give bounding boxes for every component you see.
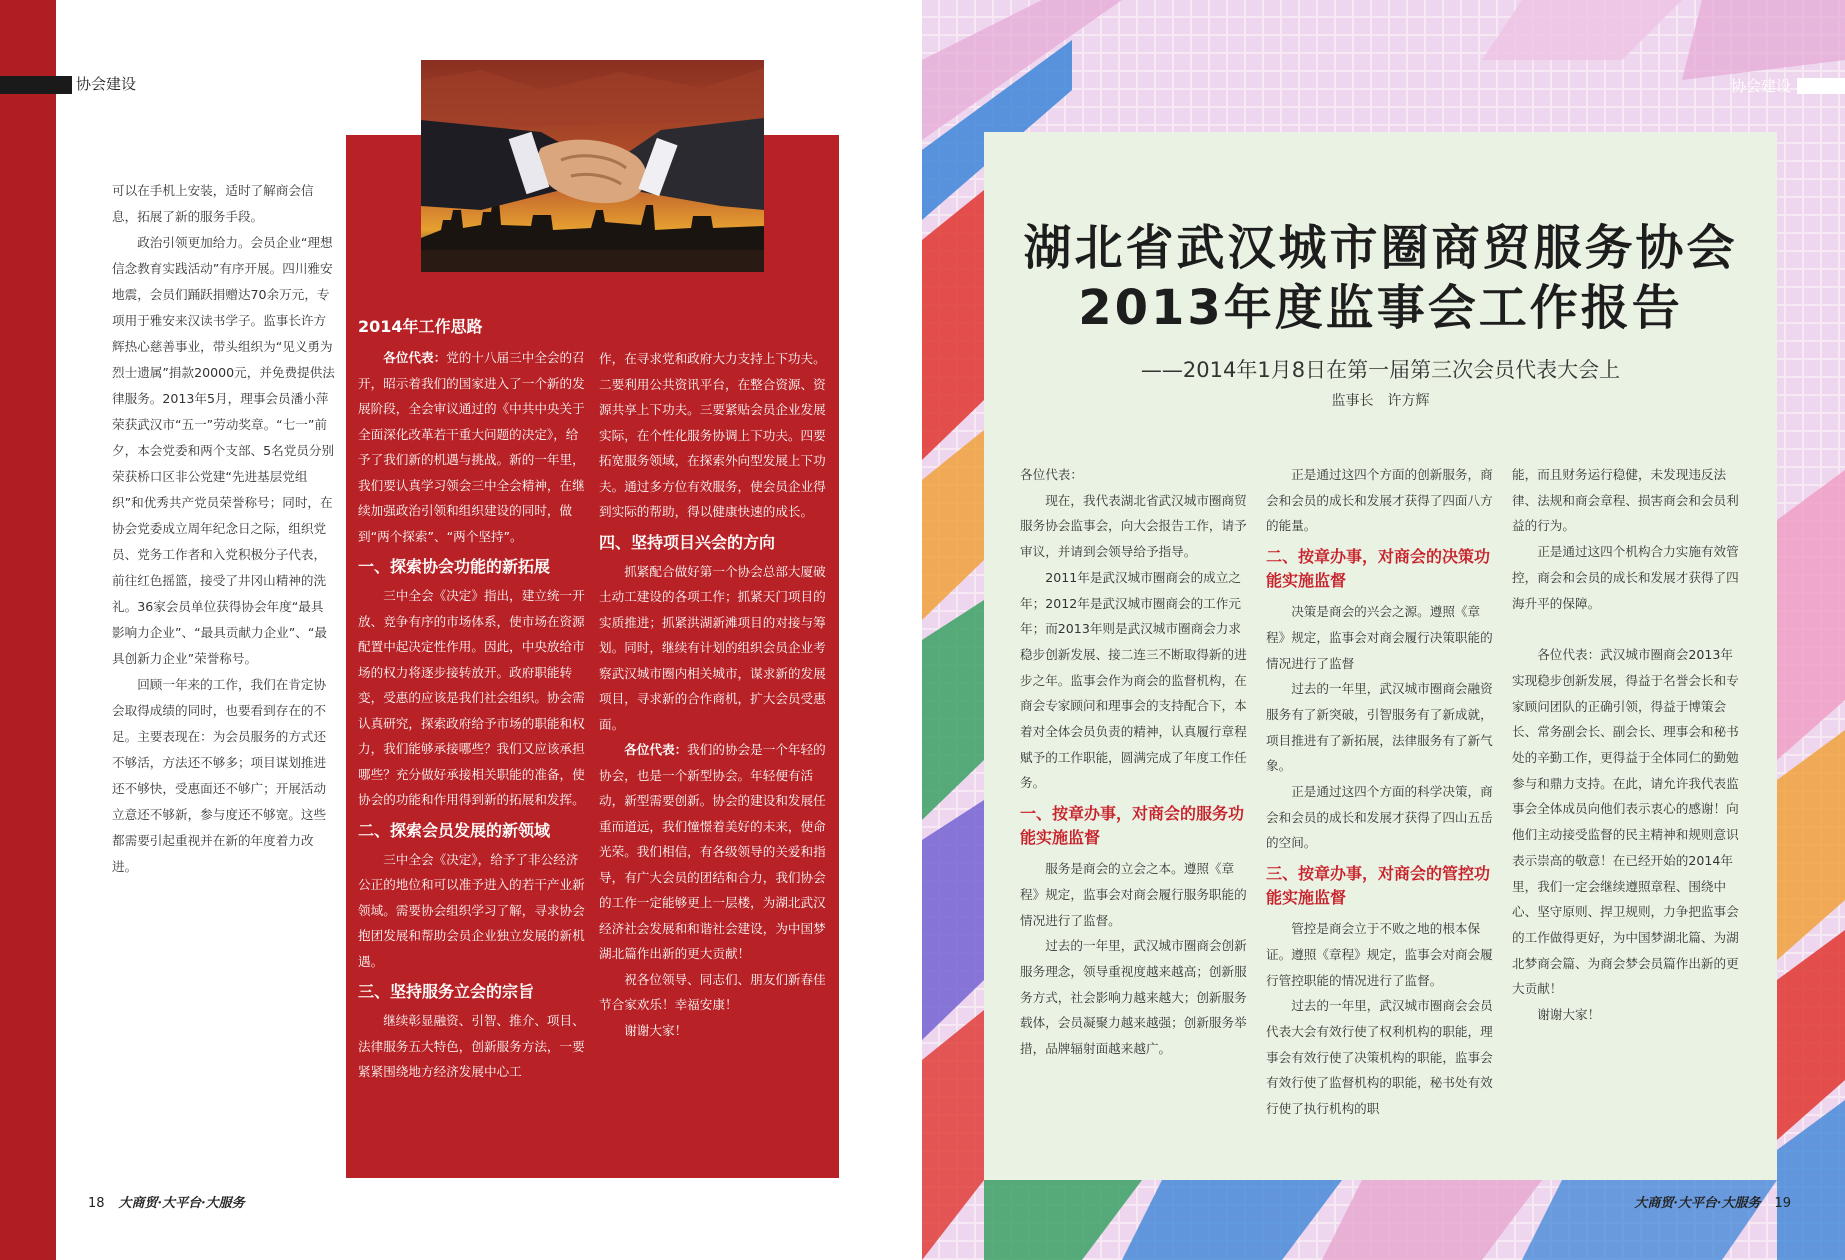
paragraph: 政治引领更加给力。会员企业“理想信念教育实践活动”有序开展。四川雅安地震，会员们踊跃捐赠达70余万元，专项用于雅安来汉读书学子。监事长许方辉热心慈善事业，带头组织为“见义勇为烈士遗属”捐款20000元，并免费提供法律服务。2013年5月，理事会员潘小萍荣获武汉市“五一”劳动奖章。“七一”前夕，本会党委和两个支部、5名党员分别荣获桥口区非公党建“先进基层党组织”和优秀共产党员荣誉称号；同时，在协会党委成立周年纪念日之际，组织党员、党务工作者和入党积极分子代表，前往红色摇篮，接受了井冈山精神的洗礼。36家会员单位获得协会年度“最具影响力企业”、“最具贡献力企业”、“最具创新力企业”荣誉称号。: [112, 235, 335, 666]
article-subtitle: ——2014年1月8日在第一届第三次会员代表大会上: [1140, 358, 1621, 382]
section-heading: 一、按章办事，对商会的服务功能实施监督: [1020, 804, 1245, 848]
paragraph: 抓紧配合做好第一个协会总部大厦破土动工建设的各项工作；抓紧天门项目的实质推进；抓紧洪湖新滩项目的对接与筹划。同时，继续有计划的组织会员企业考察武汉城市圈内相关城市，谋求新的发展项目，寻求新的合作商机，扩大会员受惠面。: [599, 563, 826, 732]
box-heading: 2014年工作思路: [358, 317, 483, 336]
paragraph: 可以在手机上安装，适时了解商会信息，拓展了新的服务手段。: [112, 183, 314, 224]
paragraph-text: 我们的协会是一个年轻的协会，也是一个新型协会。年轻便有活动，新型需要创新。协会的建设和发展任重而道远，我们憧憬着美好的未来，使命光荣。我们相信，有各级领导的关爱和指导，有广大会员的团结和合力，我们协会的工作一定能够更上一层楼，为湖北武汉经济社会发展和和谐社会建设，为中国梦湖北篇作出新的更大贡献！: [599, 742, 826, 961]
paragraph: 谢谢大家！: [1537, 1007, 1601, 1023]
paragraph: 过去的一年里，武汉城市圈商会会员代表大会有效行使了权利机构的职能，理事会有效行使了决策机构的职能，监事会有效行使了监督机构的职能，秘书处有效行使了执行机构的职: [1266, 998, 1493, 1117]
section-tab: [1797, 78, 1845, 94]
right-page: [922, 0, 1845, 1260]
article-column-3: [1512, 462, 1740, 1028]
paragraph: 正是通过这四个机构合力实施有效管控，商会和会员的成长和发展才获得了四海升平的保障。: [1512, 544, 1739, 611]
paragraph: 继续彰显融资、引智、推介、项目、法律服务五大特色，创新服务方法，一要紧紧围绕地方经济发展中心工: [358, 1013, 585, 1079]
article-panel: [984, 132, 1777, 1180]
paragraph: 谢谢大家！: [624, 1022, 688, 1038]
paragraph: 作，在寻求党和政府大力支持上下功夫。二要利用公共资讯平台，在整合资源、资源共享上下功夫。三要紧贴会员企业发展实际，在个性化服务协调上下功夫。四要拓宽服务领域，在探索外向型发展上下功夫。通过多方位有效服务，使会员企业得到实际的帮助，得以健康快速的成长。: [599, 351, 826, 519]
handshake-photo: [421, 60, 764, 272]
paragraph: [599, 737, 827, 967]
paragraph: 决策是商会的兴会之源。遵照《章程》规定，监事会对商会履行决策职能的情况进行了监督: [1266, 604, 1493, 671]
paragraph: 管控是商会立于不败之地的根本保证。遵照《章程》规定，监事会对商会履行管控职能的情况进行了监督。: [1266, 921, 1493, 988]
page-footer: [88, 1192, 245, 1211]
paragraph: 服务是商会的立会之本。遵照《章程》规定，监事会对商会履行服务职能的情况进行了监督。: [1020, 861, 1247, 928]
subheading: 四、坚持项目兴会的方向: [599, 532, 776, 552]
paragraph: 能，而且财务运行稳健，未发现违反法律、法规和商会章程、损害商会和会员利益的行为。: [1512, 467, 1739, 534]
lead-text: 各位代表：: [383, 350, 447, 365]
magazine-slogan: 大商贸·大平台·大服务: [118, 1196, 245, 1211]
left-page: [0, 0, 922, 1260]
section-label: 协会建设: [1730, 77, 1791, 95]
left-text-column: [112, 178, 336, 880]
section-heading: 二、按章办事，对商会的决策功能实施监督: [1266, 547, 1491, 591]
paragraph-text: 党的十八届三中全会的召开，昭示着我们的国家进入了一个新的发展阶段，全会审议通过的《中共中央关于全面深化改革若干重大问题的决定》，给予了我们新的机遇与挑战。新的一年里，我们要认真学习领会三中全会精神，在继续加强政治引领和组织建设的同时，做到“两个探索”、“两个坚持”。: [358, 350, 585, 544]
paragraph: 三中全会《决定》，给予了非公经济公正的地位和可以准予进入的若干产业新领域。需要协会组织学习了解，寻求协会抱团发展和帮助会员企业独立发展的新机遇。: [358, 851, 585, 969]
red-margin-strip: [0, 0, 56, 1260]
title-line: 湖北省武汉城市圈商贸服务协会: [1023, 220, 1738, 276]
red-column-b: [599, 346, 827, 1043]
paragraph: 正是通过这四个方面的科学决策，商会和会员的成长和发展才获得了四山五岳的空间。: [1266, 784, 1493, 851]
page-footer: [1634, 1192, 1791, 1211]
handshake-illustration: [421, 60, 764, 272]
paragraph: 过去的一年里，武汉城市圈商会创新服务理念，领导重视度越来越高；创新服务方式，社会影响力越来越大；创新服务载体，会员凝聚力越来越强；创新服务举措，品牌辐射面越来越广。: [1020, 938, 1247, 1057]
paragraph: 正是通过这四个方面的创新服务，商会和会员的成长和发展才获得了四面八方的能量。: [1266, 467, 1493, 534]
page-number: 18: [88, 1196, 105, 1211]
magazine-slogan: 大商贸·大平台·大服务: [1634, 1196, 1761, 1211]
paragraph: 祝各位领导、同志们、朋友们新春佳节合家欢乐！幸福安康！: [599, 971, 826, 1012]
paragraph: 各位代表：武汉城市圈商会2013年实现稳步创新发展，得益于名誉会长和专家顾问团队的正确引领，得益于博策会长、常务副会长、副会长、理事会和秘书处的辛勤工作，更得益于全体同仁的勤勉参与和鼎力支持。在此，请允许我代表监事会全体成员向他们表示衷心的感谢！向他们主动接受监督的民主精神和规则意识表示崇高的敬意！在已经开始的2014年里，我们一定会继续遵照章程、围绕中心、坚守原则、捍卫规则，力争把监事会的工作做得更好，为中国梦湖北篇、为湖北梦商会篇、为商会梦会员篇作出新的更大贡献！: [1512, 647, 1739, 997]
article-column-1: [1020, 462, 1248, 1062]
article-column-2: [1266, 462, 1494, 1122]
paragraph: 三中全会《决定》指出，建立统一开放、竞争有序的市场体系，使市场在资源配置中起决定性作用。因此，中央放给市场的权力将逐步接转放开。政府职能转变，受惠的应该是我们社会组织。协会需认真研究，探索政府给予市场的职能和权力，我们能够承接哪些？我们又应该承担哪些？充分做好承接相关职能的准备，使协会的功能和作用得到新的拓展和发挥。: [358, 588, 585, 807]
title-line: 2013年度监事会工作报告: [1078, 280, 1683, 336]
paragraph: 现在，我代表湖北省武汉城市圈商贸服务协会监事会，向大会报告工作，请予审议，并请到会领导给予指导。: [1020, 492, 1247, 560]
greeting: 各位代表：: [1020, 467, 1083, 482]
red-column-a: [358, 313, 586, 1085]
subheading: 一、探索协会功能的新拓展: [358, 557, 551, 576]
page-number: 19: [1774, 1196, 1791, 1211]
lead-text: 各位代表：: [624, 742, 688, 757]
article-title: [984, 218, 1777, 338]
paragraph: 过去的一年里，武汉城市圈商会融资服务有了新突破，引智服务有了新成就，项目推进有了新拓展，法律服务有了新气象。: [1266, 681, 1493, 774]
paragraph: 2011年是武汉城市圈商会的成立之年；2012年是武汉城市圈商会的工作元年；而2013年则是武汉城市圈商会力求稳步创新发展、接二连三不断取得新的进步之年。监事会作为商会的监督机构，在商会专家顾问和理事会的支持配合下，本着对全体会员负责的精神，认真履行章程赋予的工作职能，圆满完成了年度工作任务。: [1020, 569, 1247, 791]
red-highlight-box: [346, 135, 839, 1178]
section-heading: 三、按章办事，对商会的管控功能实施监督: [1266, 864, 1491, 908]
subheading: 三、坚持服务立会的宗旨: [358, 982, 535, 1001]
paragraph: [358, 345, 586, 549]
section-tab: [0, 76, 72, 94]
paragraph: 回顾一年来的工作，我们在肯定协会取得成绩的同时，也要看到存在的不足。主要表现在：为会员服务的方式还不够活，方法还不够多；项目谋划推进还不够快，受惠面还不够广；开展活动立意还不够新，参与度还不够宽。这些都需要引起重视并在新的年度着力改进。: [112, 677, 327, 874]
subheading: 二、探索会员发展的新领域: [358, 820, 551, 840]
article-author: 监事长 许方辉: [1331, 393, 1430, 409]
section-label: 协会建设: [76, 75, 137, 93]
